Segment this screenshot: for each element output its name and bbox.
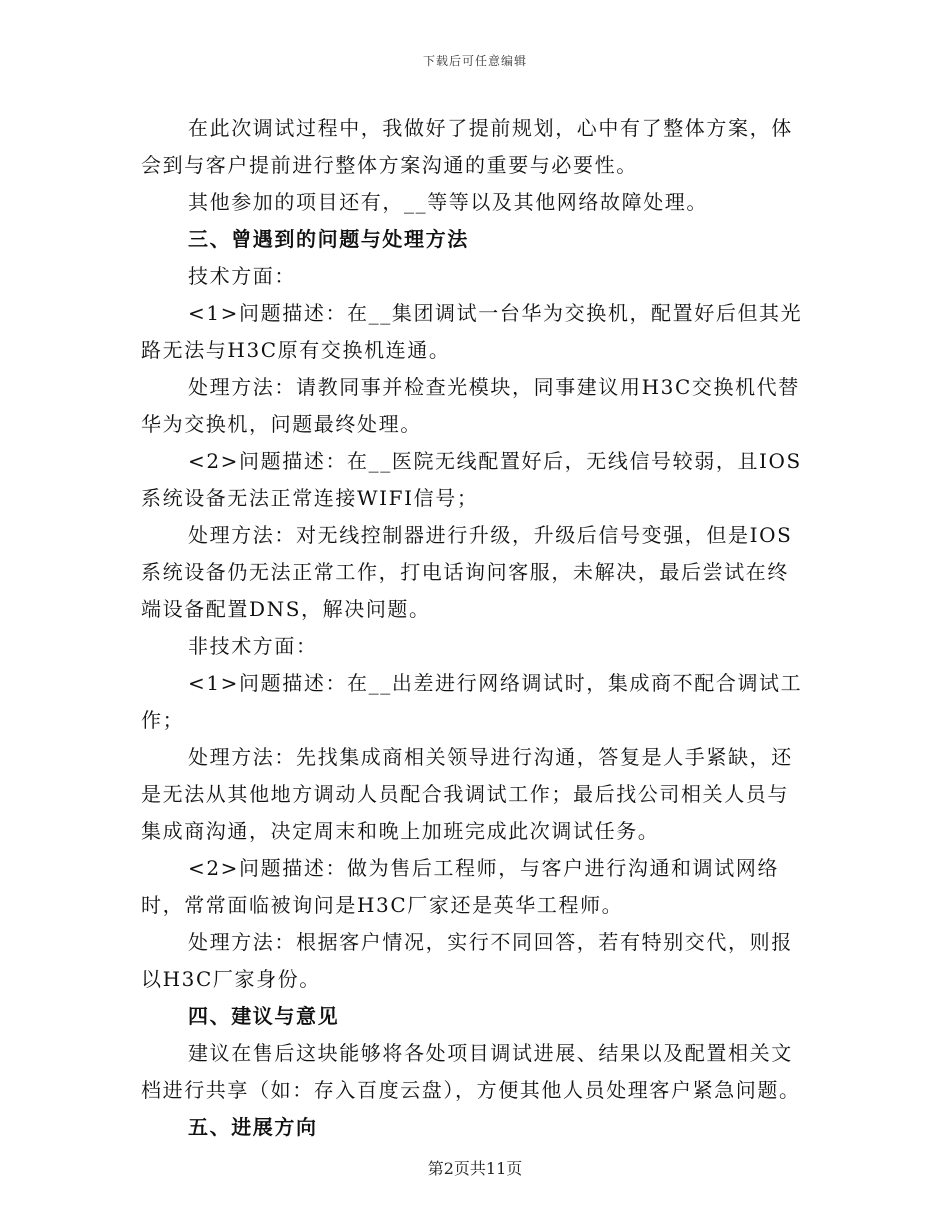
- paragraph: 处理方法：请教同事并检查光模块，同事建议用H3C交换机代替华为交换机，问题最终处理。: [141, 375, 800, 436]
- paragraph: <1>问题描述：在__出差进行网络调试时，集成商不配合调试工作；: [141, 671, 803, 732]
- paragraph: <2>问题描述：做为售后工程师，与客户进行沟通和调试网络时，常常面临被询问是H3C厂家还是英华工程师。: [141, 856, 780, 917]
- section-heading: 五、进展方向: [188, 1115, 318, 1139]
- page-header: 下载后可任意编辑: [422, 54, 527, 68]
- page-footer: 第2页共11页: [427, 1159, 523, 1178]
- paragraph: 处理方法：对无线控制器进行升级，升级后信号变强，但是IOS系统设备仍无法正常工作，打电话询问客服，未解决，最后尝试在终端设备配置DNS，解决问题。: [141, 523, 793, 621]
- paragraph: 技术方面：: [188, 264, 296, 288]
- section-heading: 四、建议与意见: [188, 1004, 340, 1028]
- document-body: [141, 110, 809, 1146]
- section-heading: 三、曾遇到的问题与处理方法: [188, 227, 469, 251]
- paragraph: <2>问题描述：在__医院无线配置好后，无线信号较弱，且IOS系统设备无法正常连接WIFI信号；: [141, 449, 802, 510]
- paragraph: 非技术方面：: [188, 634, 318, 658]
- paragraph: 其他参加的项目还有，__等等以及其他网络故障处理。: [188, 190, 708, 214]
- paragraph: 处理方法：先找集成商相关领导进行沟通，答复是人手紧缺，还是无法从其他地方调动人员配合我调试工作；最后找公司相关人员与集成商沟通，决定周末和晚上加班完成此次调试任务。: [141, 745, 793, 843]
- paragraph: 在此次调试过程中，我做好了提前规划，心中有了整体方案，体会到与客户提前进行整体方案沟通的重要与必要性。: [141, 116, 793, 177]
- paragraph: 建议在售后这块能够将各处项目调试进展、结果以及配置相关文档进行共享（如：存入百度云盘），方便其他人员处理客户紧急问题。: [141, 1041, 801, 1102]
- paragraph: <1>问题描述：在__集团调试一台华为交换机，配置好后但其光路无法与H3C原有交换机连通。: [141, 301, 803, 362]
- paragraph: 处理方法：根据客户情况，实行不同回答，若有特别交代，则报以H3C厂家身份。: [141, 930, 793, 991]
